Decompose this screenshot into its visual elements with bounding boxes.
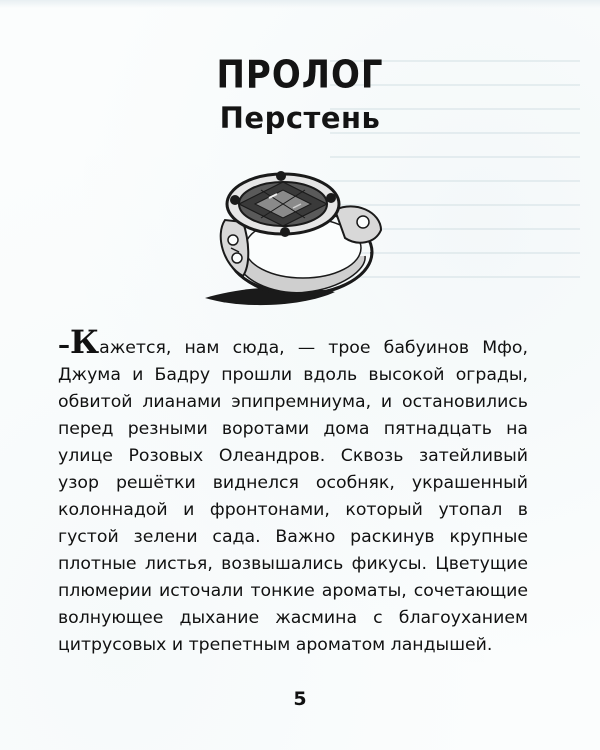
body-text — [58, 323, 528, 659]
chapter-heading: ПРОЛОГ — [216, 52, 384, 98]
dialogue-dash: – — [58, 331, 70, 359]
page-top-edge — [0, 0, 600, 8]
page-number: 5 — [293, 688, 307, 710]
chapter-subtitle: Перстень — [219, 101, 381, 135]
initial-letter: К — [70, 323, 100, 361]
body-paragraph — [58, 323, 528, 659]
ring-illustration-icon — [185, 160, 405, 320]
paragraph-text: ажется, нам сюда, — трое бабуинов Мфо, Джума и Бадру прошли вдоль высокой ограды, обвитой лианами эпипремниума, и остановились перед резными воротами дома пятнадцать на улице Розовых Олеандров. Сквозь затейливый узор решётки виднелся особняк, украшенный колоннадой и фронтонами, который утопал в густой зелени сада. Важно раскинув крупные плотные листья, возвышались фикусы. Цветущие плюмерии источали тонкие ароматы, сочетающие волнующее дыхание жасмина с благоуханием цитрусовых и трепетным ароматом ландышей. — [58, 338, 528, 655]
